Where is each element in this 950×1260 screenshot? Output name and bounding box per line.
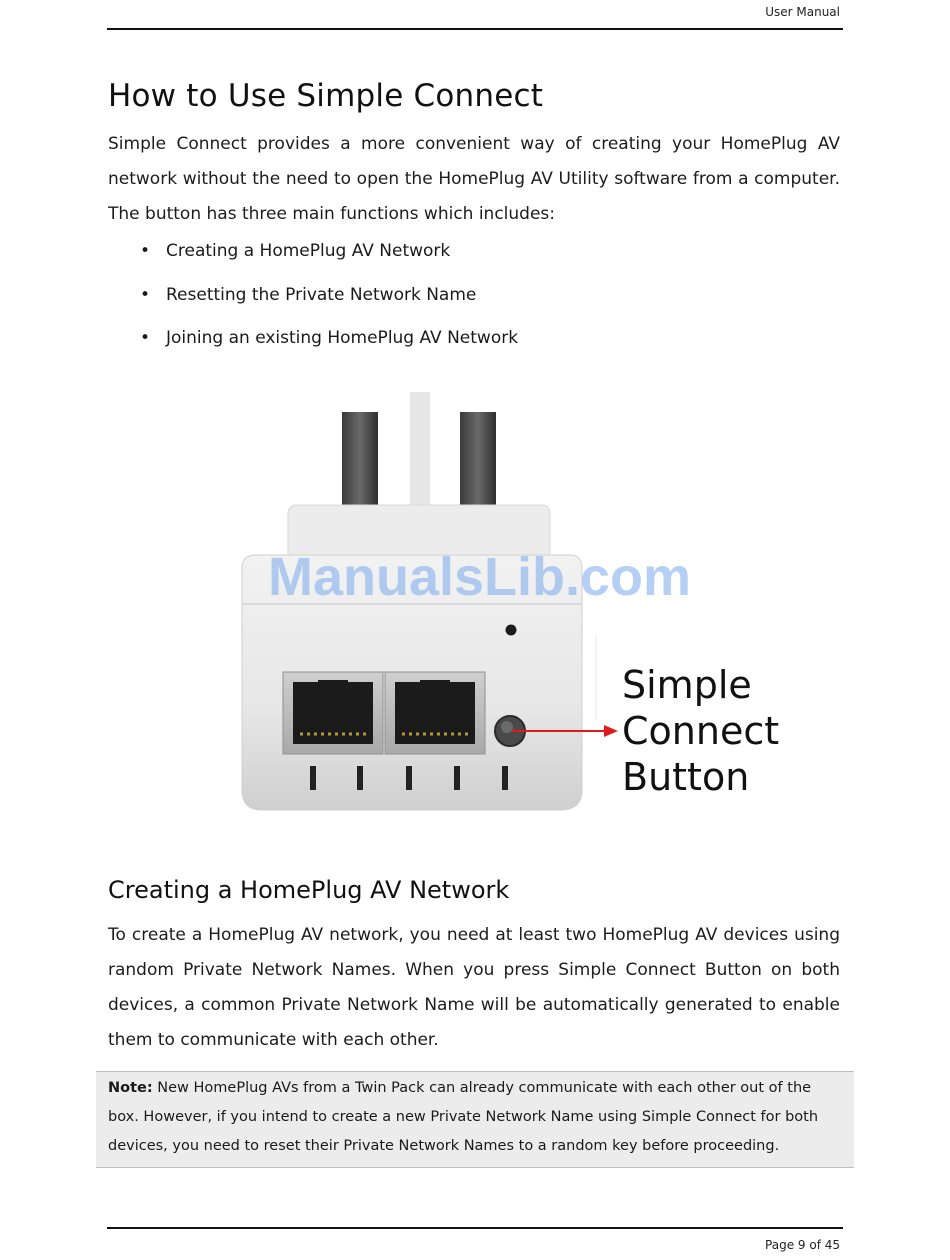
header-rule (107, 28, 843, 30)
note-label: Note: (108, 1080, 153, 1096)
callout-line: Simple (622, 663, 752, 707)
note-body: New HomePlug AVs from a Twin Pack can already communicate with each other out of the box. However, if you intend to create a new Private Network Name using Simple Connect for both devices, you need to reset their Private Network Names to a random key before proceeding. (108, 1080, 819, 1154)
callout-line: Button (622, 755, 750, 799)
plug-pin-left (342, 412, 378, 508)
intro-paragraph: Simple Connect provides a more convenient way of creating your HomePlug AV network without the need to open the HomePlug AV Utility software from a computer. The button has three main functions which includes: (108, 134, 840, 224)
subsection-title: Creating a HomePlug AV Network (108, 876, 510, 904)
bullet-icon: • (140, 284, 151, 305)
page-number: Page 9 of 45 (765, 1238, 840, 1252)
vent-slot (502, 766, 508, 790)
plug-pin-earth (410, 392, 430, 510)
list-item (140, 241, 518, 285)
ethernet-port-2 (385, 672, 485, 754)
footer-rule (107, 1227, 843, 1229)
callout-label (622, 662, 779, 800)
subsection-paragraph: To create a HomePlug AV network, you need at least two HomePlug AV devices using random Private Network Names. When you press Simple Connect Button on both devices, a common Private Network Name will be automatically generated to enable them to communicate with each other. (108, 925, 840, 1050)
function-list (140, 241, 518, 372)
list-item-text: Creating a HomePlug AV Network (166, 241, 451, 261)
section-title: How to Use Simple Connect (108, 78, 544, 114)
vent-slot (454, 766, 460, 790)
vent-slot (357, 766, 363, 790)
callout-line: Connect (622, 709, 780, 753)
watermark: ManualsLib.com (268, 547, 692, 607)
vent-slot (310, 766, 316, 790)
list-item-text: Joining an existing HomePlug AV Network (166, 328, 519, 348)
note-box (96, 1071, 854, 1168)
page-header-label: User Manual (765, 5, 840, 19)
status-led (506, 625, 517, 636)
bullet-icon: • (140, 328, 151, 348)
ethernet-port-1 (283, 672, 383, 754)
list-item (140, 328, 518, 372)
plug-pin-right (460, 412, 496, 508)
vent-slot (406, 766, 412, 790)
note-text (108, 1074, 838, 1161)
bullet-icon: • (140, 241, 151, 261)
list-item (140, 285, 518, 329)
list-item-text: Resetting the Private Network Name (166, 284, 477, 305)
